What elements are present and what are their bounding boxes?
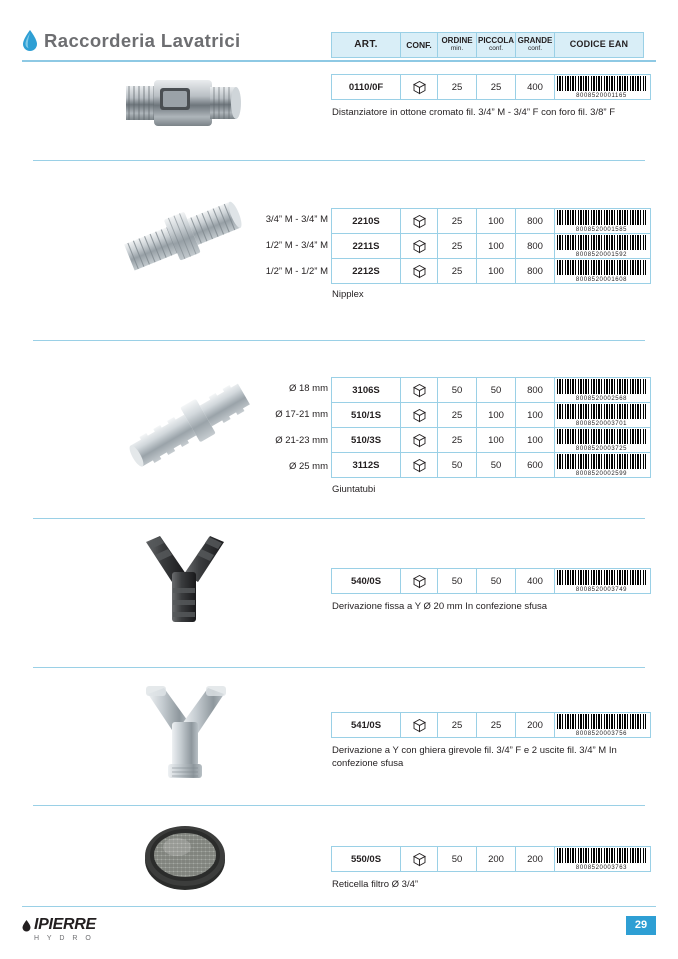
y-branch-swivel-image — [90, 676, 280, 791]
barcode-number: 8008520001165 — [576, 93, 627, 99]
product-table — [331, 712, 651, 738]
cell-piccola-conf: 200 — [477, 847, 516, 872]
cell-art: 0110/0F — [332, 75, 401, 100]
variant-label: Ø 17-21 mm — [275, 409, 328, 420]
product-table — [331, 377, 651, 478]
product-table — [331, 568, 651, 594]
cell-conf — [401, 569, 438, 594]
barcode-bars — [557, 454, 646, 469]
page-title: Raccorderia Lavatrici — [44, 30, 241, 51]
page-header — [0, 14, 678, 54]
box-icon — [412, 80, 427, 95]
product-description: Derivazione a Y con ghiera girevole fil. 3/4” F e 2 uscite fil. 3/4” M In confezione sfusa — [332, 745, 617, 769]
cell-conf — [401, 428, 438, 453]
cell-ean — [555, 209, 651, 234]
row-divider — [33, 518, 645, 519]
variant-label: Ø 21-23 mm — [275, 435, 328, 446]
barcode-number: 8008520001592 — [575, 252, 628, 258]
cell-ordine-min: 25 — [438, 234, 477, 259]
variant-label: 1/2” M - 3/4” M — [265, 240, 328, 251]
box-icon — [412, 433, 427, 448]
water-drop-icon — [22, 918, 31, 930]
box-icon — [412, 574, 427, 589]
table-row[interactable] — [332, 453, 651, 478]
column-header-conf: CONF. — [401, 33, 438, 58]
cell-ean — [555, 428, 651, 453]
table-row[interactable] — [332, 569, 651, 594]
barcode — [555, 209, 648, 233]
barcode — [555, 403, 648, 427]
product-description: Reticella filtro Ø 3/4” — [332, 879, 419, 890]
cell-ordine-min: 25 — [438, 209, 477, 234]
barcode — [555, 569, 648, 593]
barcode-number: 8008520002568 — [575, 396, 628, 402]
cell-piccola-conf: 25 — [477, 713, 516, 738]
cell-ordine-min: 50 — [438, 453, 477, 478]
cell-ordine-min: 50 — [438, 378, 477, 403]
row-divider — [33, 805, 645, 806]
cell-ean — [555, 453, 651, 478]
cell-piccola-conf: 100 — [477, 428, 516, 453]
cell-art: 2212S — [332, 259, 401, 284]
cell-art: 540/0S — [332, 569, 401, 594]
column-header-piccola-conf — [477, 33, 516, 58]
filter-mesh-image — [90, 816, 280, 901]
column-header-ean: CODICE EAN — [569, 39, 629, 50]
barcode-bars — [557, 210, 646, 225]
variant-label: Ø 18 mm — [288, 383, 328, 394]
column-header-art: ART. — [332, 33, 401, 58]
box-icon — [412, 239, 427, 254]
cell-ean — [555, 75, 651, 100]
barcode — [555, 75, 648, 99]
brand-tagline: H Y D R O — [34, 935, 94, 942]
ordine-min-bottom: min. — [450, 44, 464, 52]
barcode-number: 8008520002599 — [575, 471, 628, 477]
cell-grande-conf: 600 — [516, 453, 555, 478]
table-row[interactable] — [332, 403, 651, 428]
cell-art: 3112S — [332, 453, 401, 478]
footer-divider — [22, 906, 656, 907]
table-header — [331, 32, 644, 58]
product-description: Giuntatubi — [332, 484, 376, 495]
cell-conf — [401, 713, 438, 738]
cell-conf — [401, 259, 438, 284]
barcode-bars — [557, 260, 646, 275]
cell-conf — [401, 453, 438, 478]
y-branch-black-image — [90, 530, 280, 635]
grande-top: GRANDE — [517, 36, 553, 46]
box-icon — [412, 458, 427, 473]
cell-ean — [555, 847, 651, 872]
piccola-top: PICCOLA — [478, 36, 514, 46]
barcode-bars — [557, 235, 646, 250]
barcode-bars — [557, 429, 646, 444]
cell-art: 2211S — [332, 234, 401, 259]
cell-ean — [555, 259, 651, 284]
barcode — [555, 378, 648, 402]
variant-label: 1/2” M - 1/2” M — [265, 266, 328, 277]
cell-piccola-conf: 100 — [477, 259, 516, 284]
product-description: Distanziatore in ottone cromato fil. 3/4” M - 3/4” F con foro fil. 3/8” F — [332, 107, 615, 118]
cell-ordine-min: 50 — [438, 847, 477, 872]
barcode — [555, 259, 648, 283]
cell-ean — [555, 569, 651, 594]
table-row[interactable] — [332, 234, 651, 259]
cell-grande-conf: 800 — [516, 378, 555, 403]
piccola-bottom: conf. — [488, 44, 504, 52]
cell-conf — [401, 378, 438, 403]
brand-logo — [24, 916, 96, 942]
cell-art: 2210S — [332, 209, 401, 234]
barcode-bars — [557, 379, 646, 394]
cell-ean — [555, 378, 651, 403]
cell-conf — [401, 234, 438, 259]
ordine-min-top: ORDINE — [441, 36, 473, 46]
barcode-number: 8008520003725 — [575, 446, 628, 452]
cell-grande-conf: 400 — [516, 75, 555, 100]
cell-conf — [401, 75, 438, 100]
table-row[interactable] — [332, 259, 651, 284]
barcode-bars — [557, 570, 646, 585]
cell-piccola-conf: 50 — [477, 453, 516, 478]
page-number: 29 — [626, 916, 656, 935]
cell-conf — [401, 847, 438, 872]
barcode — [555, 428, 648, 452]
barcode-bars — [557, 404, 646, 419]
barcode-number: 8008520003701 — [575, 421, 628, 427]
cell-art: 550/0S — [332, 847, 401, 872]
cell-ean — [555, 234, 651, 259]
cell-ordine-min: 50 — [438, 569, 477, 594]
cell-conf — [401, 403, 438, 428]
brand-name: IPIERRE — [34, 916, 96, 933]
barcode-bars — [557, 76, 646, 91]
cell-piccola-conf: 50 — [477, 569, 516, 594]
column-header-ordine-min — [438, 33, 477, 58]
cell-grande-conf: 800 — [516, 209, 555, 234]
product-table — [331, 208, 651, 284]
barcode-number: 8008520003756 — [575, 731, 628, 737]
barcode — [555, 234, 648, 258]
cell-art: 510/3S — [332, 428, 401, 453]
cell-grande-conf: 200 — [516, 713, 555, 738]
cell-grande-conf: 800 — [516, 234, 555, 259]
table-row[interactable] — [332, 847, 651, 872]
header-divider — [22, 60, 656, 62]
product-table — [331, 74, 651, 100]
grande-bottom: conf. — [527, 44, 543, 52]
cell-ean — [555, 713, 651, 738]
column-header-grande-conf — [516, 33, 555, 58]
row-divider — [33, 340, 645, 341]
barcode-number: 8008520001585 — [575, 227, 628, 233]
barcode — [555, 453, 648, 477]
box-icon — [412, 264, 427, 279]
cell-ordine-min: 25 — [438, 75, 477, 100]
box-icon — [412, 408, 427, 423]
cell-grande-conf: 800 — [516, 259, 555, 284]
brass-chrome-spacer-image — [90, 70, 280, 145]
row-divider — [33, 160, 645, 161]
cell-grande-conf: 400 — [516, 569, 555, 594]
barcode — [555, 713, 648, 737]
cell-ordine-min: 25 — [438, 428, 477, 453]
cell-ordine-min: 25 — [438, 713, 477, 738]
cell-grande-conf: 200 — [516, 847, 555, 872]
barcode-bars — [557, 848, 646, 863]
cell-piccola-conf: 100 — [477, 209, 516, 234]
cell-piccola-conf: 100 — [477, 234, 516, 259]
cell-conf — [401, 209, 438, 234]
product-description: Nipplex — [332, 289, 364, 300]
variant-label-list — [218, 207, 328, 285]
table-row[interactable] — [332, 209, 651, 234]
barcode-number: 8008520001608 — [575, 277, 628, 283]
cell-piccola-conf: 100 — [477, 403, 516, 428]
table-row[interactable] — [332, 713, 651, 738]
cell-art: 510/1S — [332, 403, 401, 428]
box-icon — [412, 383, 427, 398]
cell-piccola-conf: 50 — [477, 378, 516, 403]
cell-grande-conf: 100 — [516, 403, 555, 428]
box-icon — [412, 852, 427, 867]
row-divider — [33, 667, 645, 668]
variant-label: Ø 25 mm — [288, 461, 328, 472]
cell-art: 541/0S — [332, 713, 401, 738]
product-description: Derivazione fissa a Y Ø 20 mm In confezione sfusa — [332, 601, 548, 612]
box-icon — [412, 718, 427, 733]
table-row[interactable] — [332, 75, 651, 100]
cell-art: 3106S — [332, 378, 401, 403]
barcode-number: 8008520003763 — [575, 865, 628, 871]
box-icon — [412, 214, 427, 229]
barcode-number: 8008520003749 — [575, 587, 628, 593]
variant-label-list — [218, 376, 328, 480]
variant-label: 3/4” M - 3/4” M — [265, 214, 328, 225]
water-drop-icon — [22, 30, 38, 52]
table-row[interactable] — [332, 428, 651, 453]
cell-ordine-min: 25 — [438, 259, 477, 284]
cell-grande-conf: 100 — [516, 428, 555, 453]
product-table — [331, 846, 651, 872]
cell-ordine-min: 25 — [438, 403, 477, 428]
cell-piccola-conf: 25 — [477, 75, 516, 100]
table-row[interactable] — [332, 378, 651, 403]
barcode — [555, 847, 648, 871]
barcode-bars — [557, 714, 646, 729]
cell-ean — [555, 403, 651, 428]
